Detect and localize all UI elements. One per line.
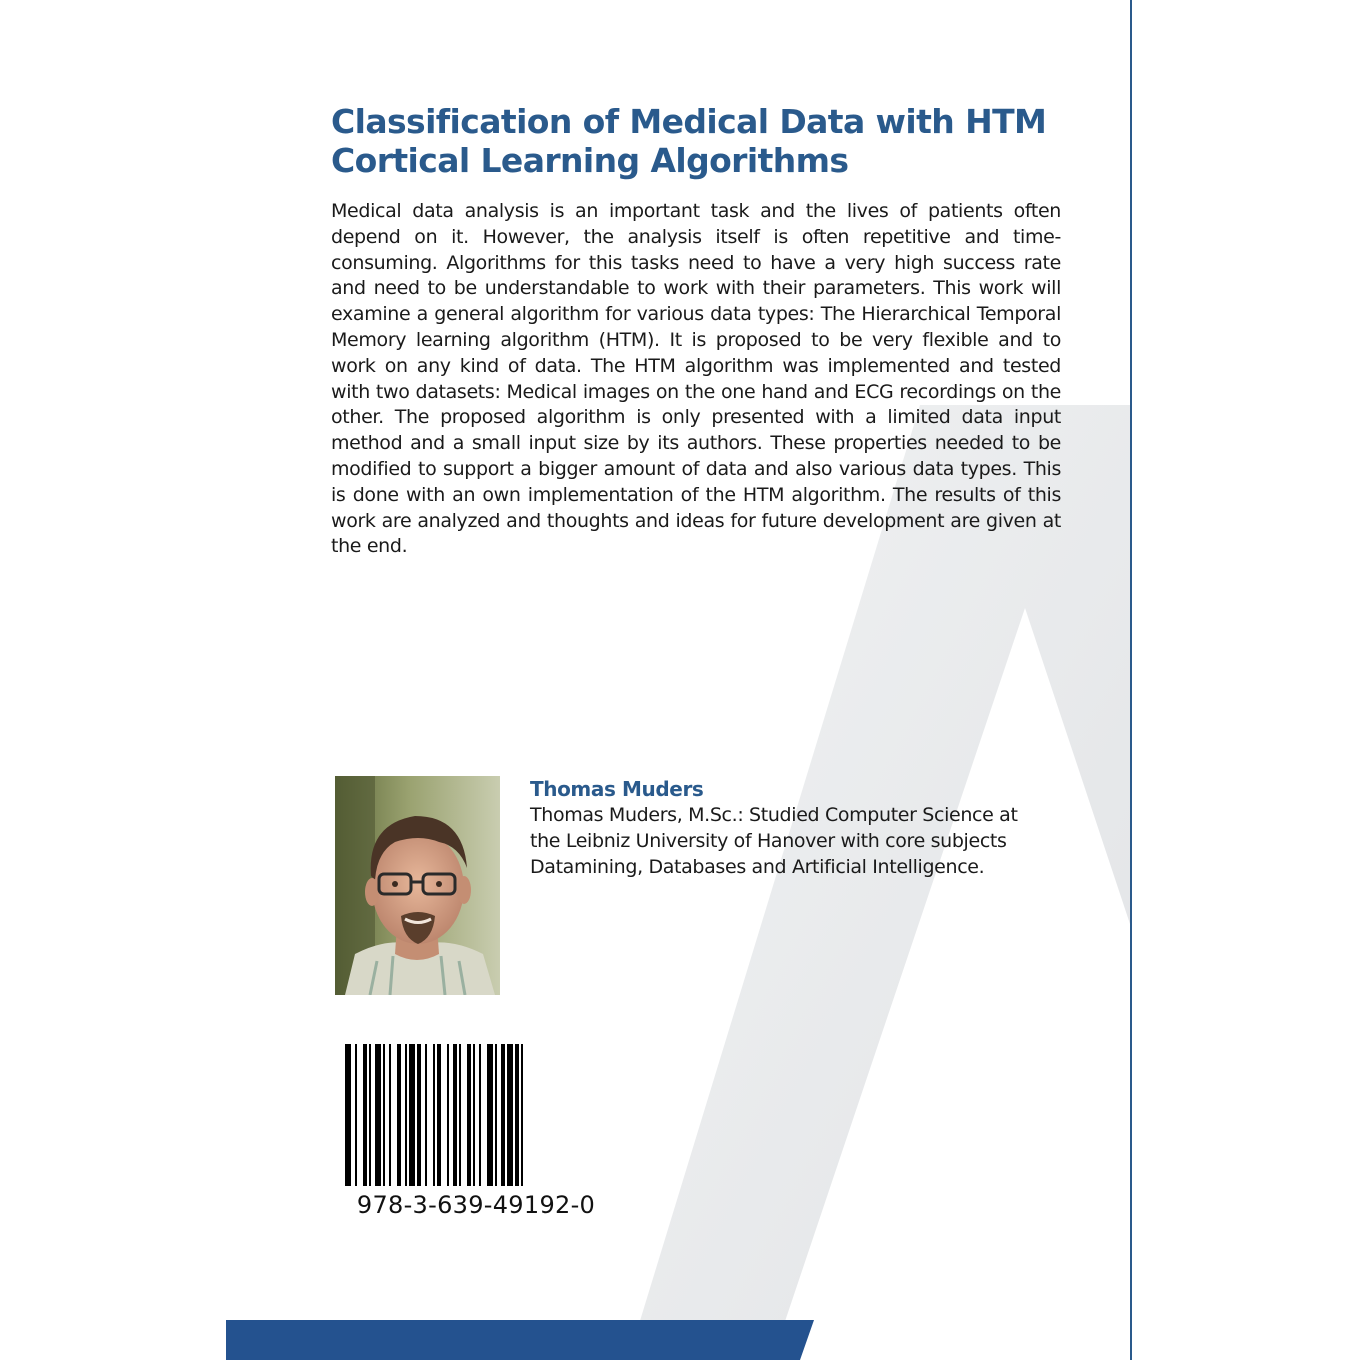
barcode-bar — [397, 1044, 401, 1186]
bottom-blue-band — [226, 1320, 814, 1360]
barcode-bar — [447, 1044, 449, 1186]
author-photo — [335, 776, 500, 995]
barcode-bar — [355, 1044, 357, 1186]
barcode-bar — [363, 1044, 367, 1186]
isbn-number: 978-3-639-49192-0 — [356, 1191, 596, 1219]
isbn-barcode — [343, 1044, 609, 1186]
barcode-bar — [515, 1044, 519, 1186]
barcode-bar — [521, 1044, 523, 1186]
barcode-bar — [389, 1044, 391, 1186]
barcode-bar — [501, 1044, 505, 1186]
barcode-bar — [375, 1044, 381, 1186]
barcode-bar — [417, 1044, 421, 1186]
author-bio: Thomas Muders, M.Sc.: Studied Computer Science at the Leibniz University of Hanover with core subjects Datamining, Databases and Artificial Intelligence. — [530, 804, 1018, 878]
barcode-bar — [437, 1044, 441, 1186]
book-title: Classification of Medical Data with HTM Cortical Learning Algorithms — [331, 102, 1047, 180]
barcode-bar — [479, 1044, 481, 1186]
barcode-bar — [467, 1044, 471, 1186]
barcode-bar — [453, 1044, 457, 1186]
barcode-bar — [473, 1044, 475, 1186]
barcode-bar — [383, 1044, 385, 1186]
barcode-bar — [459, 1044, 461, 1186]
barcode-bar — [409, 1044, 415, 1186]
barcode-bar — [369, 1044, 371, 1186]
barcode-bar — [345, 1044, 351, 1186]
barcode-bar — [425, 1044, 427, 1186]
spine-edge-rule — [1130, 0, 1132, 1360]
barcode-bar — [405, 1044, 407, 1186]
barcode-bar — [487, 1044, 493, 1186]
author-name: Thomas Muders — [530, 777, 704, 801]
barcode-bar — [495, 1044, 497, 1186]
book-abstract: Medical data analysis is an important task and the lives of patients often depend on it. However, the analysis itself is often repetitive and time-consuming. Algorithms for this tasks need to have a very high success rate and need to be understandable to work with their parameters. This work will examine a general algorithm for various data types: The Hierarchical Temporal Memory learning algorithm (HTM). It is proposed to be very flexible and to work on any kind of data. The HTM algorithm was implemented and tested with two datasets: Medical images on the one hand and ECG recordings on the other. The proposed algorithm is only presented with a limited data input method and a small input size by its authors. These properties needed to be modified to support a bigger amount of data and also various data types. This is done with an own implementation of the HTM algorithm. The results of this work are analyzed and thoughts and ideas for future development are given at the end. — [331, 200, 1061, 558]
barcode-bar — [433, 1044, 435, 1186]
barcode-bar — [507, 1044, 513, 1186]
